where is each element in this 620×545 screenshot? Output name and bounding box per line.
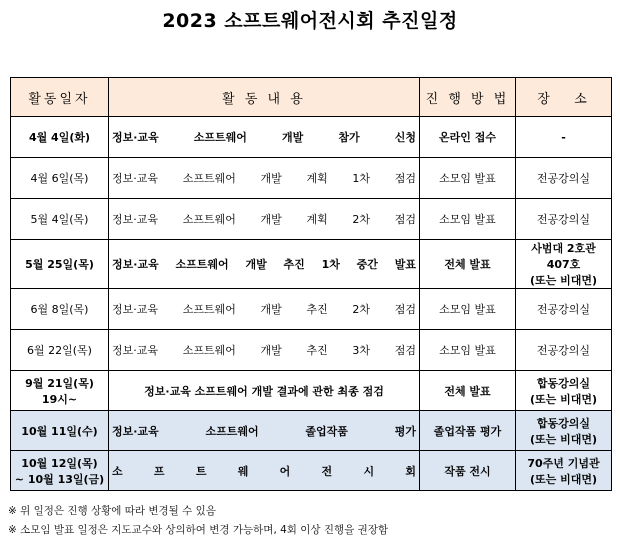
cell-method: 작품 전시: [420, 451, 516, 491]
cell-place: -: [516, 117, 612, 158]
cell-place: 합동강의실 (또는 비대면): [516, 411, 612, 451]
cell-place: 전공강의실: [516, 158, 612, 199]
cell-date: 5월 25일(목): [11, 240, 109, 289]
cell-method: 온라인 접수: [420, 117, 516, 158]
cell-method: 전체 발표: [420, 240, 516, 289]
cell-method: 소모임 발표: [420, 289, 516, 330]
cell-date: 4월 4일(화): [11, 117, 109, 158]
table-row: [11, 330, 612, 371]
cell-method: 전체 발표: [420, 371, 516, 411]
cell-date: 4월 6일(목): [11, 158, 109, 199]
table-row: [11, 371, 612, 411]
cell-method: 졸업작품 평가: [420, 411, 516, 451]
schedule-table: [10, 77, 612, 491]
table-row: [11, 411, 612, 451]
table-row: [11, 199, 612, 240]
header-date: 활동일자: [11, 78, 109, 117]
cell-date: 6월 8일(목): [11, 289, 109, 330]
header-method: 진 행 방 법: [420, 78, 516, 117]
cell-activity: 정보·교육 소프트웨어 개발 참가 신청: [109, 117, 420, 158]
cell-activity: 정보·교육 소프트웨어 개발 추진 1차 중간 발표: [109, 240, 420, 289]
table-row: [11, 451, 612, 491]
document-title: 2023 소프트웨어전시회 추진일정: [162, 10, 458, 32]
cell-place: 전공강의실: [516, 289, 612, 330]
cell-date: 10월 12일(목) ~ 10월 13일(금): [11, 451, 109, 491]
cell-date: 9월 21일(목) 19시~: [11, 371, 109, 411]
cell-activity: 정보·교육 소프트웨어 개발 추진 3차 점검: [109, 330, 420, 371]
footnote: ※ 위 일정은 진행 상황에 따라 변경될 수 있음: [8, 505, 216, 517]
cell-activity: 소 프 트 웨 어 전 시 회: [109, 451, 420, 491]
cell-activity: 정보·교육 소프트웨어 개발 결과에 관한 최종 점검: [109, 371, 420, 411]
cell-date: 5월 4일(목): [11, 199, 109, 240]
cell-activity: 정보·교육 소프트웨어 개발 추진 2차 점검: [109, 289, 420, 330]
table-row: [11, 117, 612, 158]
cell-place: 전공강의실: [516, 199, 612, 240]
cell-method: 소모임 발표: [420, 158, 516, 199]
table-row: [11, 289, 612, 330]
header-activity: 활 동 내 용: [109, 78, 420, 117]
cell-place: 합동강의실 (또는 비대면): [516, 371, 612, 411]
cell-method: 소모임 발표: [420, 199, 516, 240]
table-header-row: [11, 78, 612, 117]
cell-place: 전공강의실: [516, 330, 612, 371]
cell-method: 소모임 발표: [420, 330, 516, 371]
cell-date: 6월 22일(목): [11, 330, 109, 371]
table-row: [11, 240, 612, 289]
footnotes: [8, 502, 612, 540]
cell-activity: 정보·교육 소프트웨어 개발 계획 1차 점검: [109, 158, 420, 199]
cell-activity: 정보·교육 소프트웨어 개발 계획 2차 점검: [109, 199, 420, 240]
cell-date: 10월 11일(수): [11, 411, 109, 451]
footnote: ※ 소모임 발표 일정은 지도교수와 상의하여 변경 가능하며, 4회 이상 진행을 권장함: [8, 524, 389, 536]
table-row: [11, 158, 612, 199]
cell-place: 70주년 기념관 (또는 비대면): [516, 451, 612, 491]
cell-activity: 정보·교육 소프트웨어 졸업작품 평가: [109, 411, 420, 451]
header-place: 장 소: [516, 78, 612, 117]
cell-place: 사범대 2호관 407호 (또는 비대면): [516, 240, 612, 289]
